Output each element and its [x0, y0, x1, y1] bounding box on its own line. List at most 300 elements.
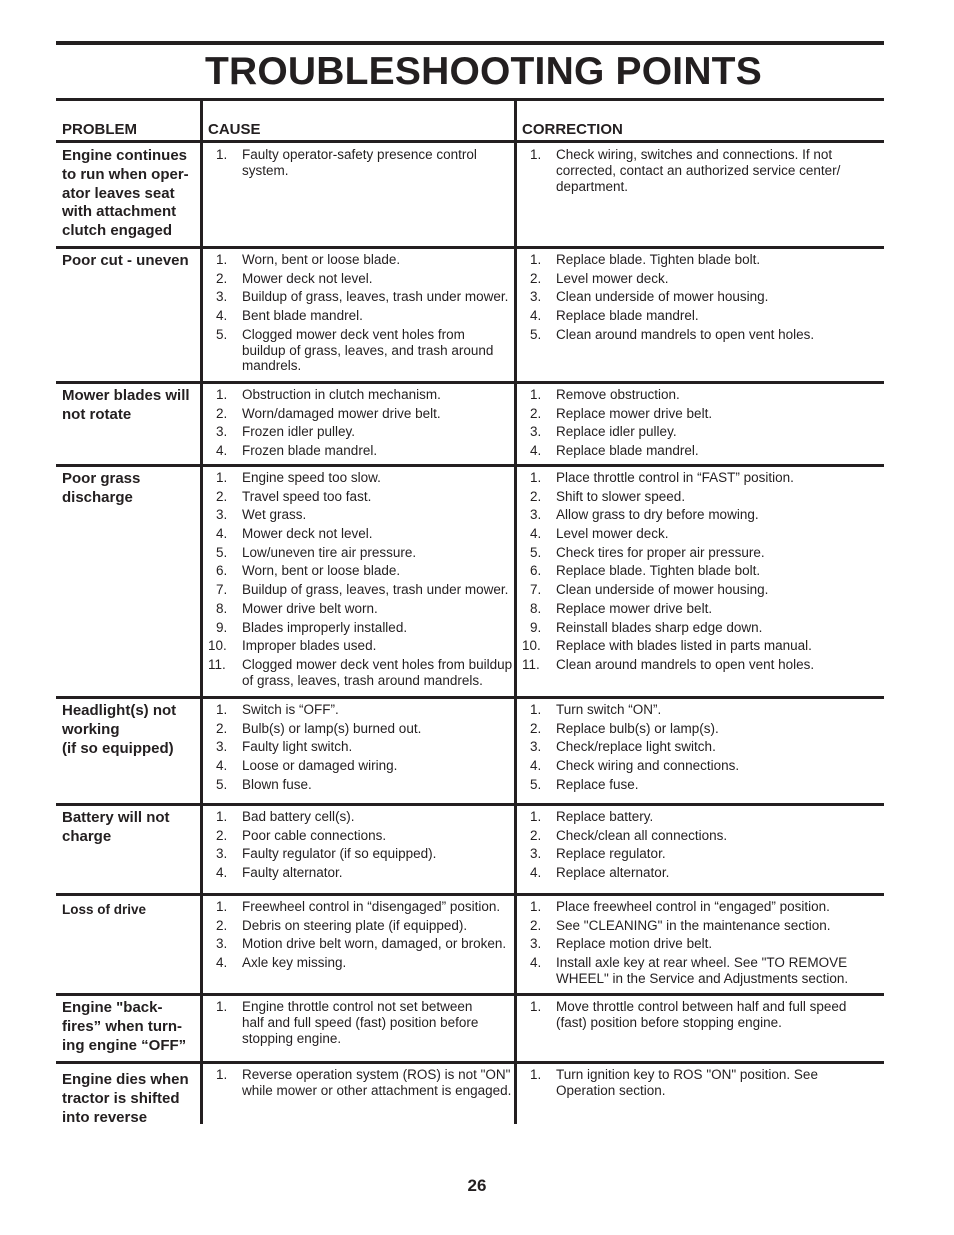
item-text [556, 828, 884, 844]
item-text [556, 526, 884, 542]
item-text [242, 582, 514, 598]
problem-text-line: Poor cut - uneven [62, 252, 189, 269]
item-text-line: Faulty light switch. [242, 739, 353, 755]
item-number: 9. [530, 619, 542, 635]
list-item [208, 777, 514, 793]
problem-cell [62, 252, 200, 271]
item-text [556, 147, 884, 194]
item-text [556, 899, 884, 915]
item-number: 10. [522, 638, 541, 654]
item-text-line: Clogged mower deck vent holes from [242, 326, 465, 342]
list-item [522, 721, 884, 737]
problem-cell [62, 147, 200, 241]
page-number: 26 [467, 1176, 487, 1195]
correction-list [522, 387, 884, 462]
item-text-line: Check wiring and connections. [556, 758, 740, 774]
item-number: 7. [216, 582, 228, 598]
cause-list [208, 147, 514, 181]
item-number: 10. [208, 638, 227, 654]
item-text [556, 936, 884, 952]
item-text [242, 620, 514, 636]
item-text-line: Replace blade mandrel. [556, 308, 699, 324]
problem-text-line: clutch engaged [62, 222, 173, 240]
item-text [556, 424, 884, 440]
list-item [522, 424, 884, 440]
item-number: 2. [530, 827, 542, 843]
list-item [522, 620, 884, 636]
list-item [208, 424, 514, 440]
item-text-line: half and full speed (fast) position before [242, 1014, 479, 1030]
cause-list [208, 702, 514, 795]
header-problem: PROBLEM [62, 121, 137, 138]
item-text [242, 470, 514, 486]
list-item [208, 327, 514, 374]
item-text-line: Shift to slower speed. [556, 488, 686, 504]
item-text-line: Check/replace light switch. [556, 739, 716, 755]
item-number: 1. [216, 470, 228, 485]
list-item [522, 308, 884, 324]
item-text-line: Replace alternator. [556, 865, 670, 881]
item-text [556, 657, 884, 673]
item-text [556, 620, 884, 636]
list-item [522, 387, 884, 403]
item-text-line: Mower drive belt worn. [242, 600, 378, 616]
item-text-line: Frozen idler pulley. [242, 424, 356, 440]
item-text [556, 563, 884, 579]
item-number: 2. [216, 488, 228, 504]
item-text-line: Clean around mandrels to open vent holes. [556, 326, 815, 342]
item-text-line: WHEEL" in the Service and Adjustments section. [556, 970, 849, 986]
item-text [242, 271, 514, 287]
item-text-line: Replace blade. Tighten blade bolt. [556, 563, 761, 579]
list-item [208, 758, 514, 774]
item-number: 1. [216, 899, 228, 914]
item-text [242, 657, 514, 689]
item-text-line: Install axle key at rear wheel. See "TO REMOVE [556, 955, 848, 971]
list-item [522, 739, 884, 755]
list-item [208, 828, 514, 844]
item-text-line: Buildup of grass, leaves, trash under mower. [242, 582, 509, 598]
item-text [242, 289, 514, 305]
problem-text-line: with attachment [62, 203, 177, 221]
item-number: 3. [216, 936, 228, 952]
item-number: 1. [530, 470, 542, 485]
item-number: 5. [216, 776, 228, 792]
item-text [242, 563, 514, 579]
list-item [522, 582, 884, 598]
item-text-line: Allow grass to dry before mowing. [556, 507, 759, 523]
item-number: 8. [216, 600, 228, 616]
item-number: 4. [216, 865, 228, 881]
item-text [242, 443, 514, 459]
item-number: 2. [530, 270, 542, 286]
item-number: 4. [530, 526, 542, 542]
item-text-line: Worn, bent or loose blade. [242, 252, 401, 267]
item-text-line: Mower deck not level. [242, 270, 373, 286]
item-text [242, 327, 514, 374]
list-item [208, 955, 514, 971]
problem-cell [62, 702, 200, 758]
row-separator [56, 993, 884, 996]
item-text [242, 739, 514, 755]
item-text-line: Bad battery cell(s). [242, 809, 355, 824]
page-title: TROUBLESHOOTING POINTS [205, 50, 762, 93]
problem-text-line: tractor is shifted [62, 1089, 180, 1107]
list-item [522, 846, 884, 862]
problem-cell [62, 809, 200, 847]
item-text [242, 721, 514, 737]
item-text-line: Clean underside of mower housing. [556, 582, 769, 598]
item-text-line: Replace bulb(s) or lamp(s). [556, 720, 719, 736]
list-item [522, 406, 884, 422]
item-text-line: Loose or damaged wiring. [242, 758, 398, 774]
item-text [556, 601, 884, 617]
list-item [522, 657, 884, 673]
item-text [556, 582, 884, 598]
item-text [556, 758, 884, 774]
item-text-line: Low/uneven tire air pressure. [242, 544, 417, 560]
list-item [208, 289, 514, 305]
item-text [242, 758, 514, 774]
top-rule [56, 41, 884, 45]
correction-list [522, 702, 884, 795]
item-text [556, 918, 884, 934]
item-text-line: Blown fuse. [242, 776, 312, 792]
item-number: 1. [530, 252, 542, 267]
item-text-line: Replace mower drive belt. [556, 600, 713, 616]
row-separator [56, 893, 884, 896]
list-item [208, 1067, 514, 1099]
item-text [556, 777, 884, 793]
list-item [522, 443, 884, 459]
item-text [556, 999, 884, 1031]
item-text-line: Switch is “OFF”. [242, 702, 339, 717]
item-number: 1. [216, 387, 228, 402]
problem-text-line: Poor grass [62, 470, 141, 487]
item-text-line: Move throttle control between half and full speed [556, 999, 847, 1014]
item-number: 1. [530, 899, 542, 914]
item-text [242, 846, 514, 862]
list-item [522, 601, 884, 617]
item-number: 6. [530, 563, 542, 579]
header-correction: CORRECTION [522, 121, 623, 138]
item-text [556, 638, 884, 654]
list-item [208, 739, 514, 755]
item-text [242, 252, 514, 268]
item-text-line: buildup of grass, leaves, and trash around [242, 342, 494, 358]
row-separator [56, 246, 884, 249]
item-text-line: Blades improperly installed. [242, 619, 408, 635]
item-text-line: Clean underside of mower housing. [556, 289, 769, 305]
item-text [242, 147, 514, 179]
item-text-line: Improper blades used. [242, 638, 377, 654]
item-text-line: Replace blade mandrel. [556, 443, 699, 459]
item-text [242, 308, 514, 324]
item-text [556, 865, 884, 881]
list-item [522, 758, 884, 774]
cause-list [208, 252, 514, 377]
list-item [522, 999, 884, 1031]
list-item [208, 387, 514, 403]
list-item [522, 545, 884, 561]
item-text-line: Check tires for proper air pressure. [556, 544, 765, 560]
list-item [208, 252, 514, 268]
list-item [208, 999, 514, 1046]
list-item [208, 308, 514, 324]
item-number: 1. [216, 999, 228, 1014]
item-text-line: Bulb(s) or lamp(s) burned out. [242, 720, 422, 736]
cause-list [208, 387, 514, 462]
item-text-line: Check wiring, switches and connections. If not [556, 147, 833, 162]
item-number: 5. [530, 776, 542, 792]
problem-text-line: ator leaves seat [62, 184, 175, 202]
item-number: 3. [530, 424, 542, 440]
item-text [556, 387, 884, 403]
list-item [522, 936, 884, 952]
item-number: 1. [530, 702, 542, 717]
item-number: 1. [530, 809, 542, 824]
item-text-line: Turn ignition key to ROS "ON" position. See [556, 1067, 818, 1082]
item-text-line: Worn/damaged mower drive belt. [242, 405, 441, 421]
item-text-line: Level mower deck. [556, 526, 669, 542]
problem-text-line: Headlight(s) not [62, 702, 177, 719]
list-item [208, 271, 514, 287]
correction-list [522, 899, 884, 990]
item-text-line: mandrels. [242, 358, 302, 374]
list-item [208, 638, 514, 654]
item-text-line: Clean around mandrels to open vent holes. [556, 656, 815, 672]
item-text [242, 601, 514, 617]
item-text [242, 702, 514, 718]
item-text [556, 809, 884, 825]
item-text [556, 507, 884, 523]
list-item [208, 702, 514, 718]
item-text [242, 507, 514, 523]
list-item [208, 846, 514, 862]
list-item [522, 702, 884, 718]
item-text-line: Poor cable connections. [242, 827, 387, 843]
list-item [208, 526, 514, 542]
item-text [242, 999, 514, 1046]
item-number: 1. [530, 147, 542, 162]
item-number: 1. [216, 702, 228, 717]
item-text-line: Turn switch “ON”. [556, 702, 662, 717]
item-number: 2. [530, 917, 542, 933]
row-separator [56, 803, 884, 806]
problem-text-line: not rotate [62, 405, 132, 423]
item-text [556, 846, 884, 862]
item-text-line: while mower or other attachment is engaged. [242, 1082, 512, 1098]
problem-cell [62, 387, 200, 425]
correction-list [522, 252, 884, 345]
item-text [242, 828, 514, 844]
item-text-line: Remove obstruction. [556, 387, 680, 402]
item-number: 2. [216, 405, 228, 421]
item-number: 11. [208, 656, 226, 672]
correction-list [522, 999, 884, 1033]
list-item [522, 271, 884, 287]
cause-list [208, 470, 514, 691]
item-number: 1. [216, 1067, 228, 1082]
header-cause: CAUSE [208, 121, 261, 138]
item-text [556, 1067, 884, 1099]
item-number: 5. [530, 544, 542, 560]
item-text [242, 387, 514, 403]
problem-cell [62, 901, 200, 920]
item-text-line: Wet grass. [242, 507, 307, 523]
list-item [208, 443, 514, 459]
list-item [522, 289, 884, 305]
list-item [208, 657, 514, 689]
item-text [242, 899, 514, 915]
item-number: 3. [530, 507, 542, 523]
problem-text-line: Engine continues [62, 147, 188, 164]
item-text-line: department. [556, 178, 629, 194]
item-text [242, 406, 514, 422]
item-text-line: corrected, contact an authorized service center/ [556, 162, 841, 178]
list-item [522, 899, 884, 915]
item-text-line: Buildup of grass, leaves, trash under mower. [242, 289, 509, 305]
item-number: 2. [216, 720, 228, 736]
list-item [522, 507, 884, 523]
problem-text-line: (if so equipped) [62, 739, 174, 757]
item-text-line: Clogged mower deck vent holes from buildup [242, 656, 513, 672]
item-number: 5. [216, 326, 228, 342]
item-number: 4. [216, 308, 228, 324]
item-number: 4. [530, 443, 542, 459]
item-number: 2. [530, 488, 542, 504]
list-item [522, 828, 884, 844]
item-text-line: system. [242, 162, 289, 178]
list-item [522, 955, 884, 987]
item-number: 1. [216, 252, 228, 267]
list-item [208, 601, 514, 617]
item-text-line: Axle key missing. [242, 955, 347, 971]
list-item [208, 563, 514, 579]
list-item [208, 406, 514, 422]
list-item [522, 470, 884, 486]
list-item [522, 563, 884, 579]
item-number: 4. [530, 758, 542, 774]
item-text-line: Debris on steering plate (if equipped). [242, 917, 468, 933]
problem-text-line: working [62, 720, 120, 738]
item-number: 1. [530, 999, 542, 1014]
list-item [522, 147, 884, 194]
list-item [522, 918, 884, 934]
item-number: 5. [530, 326, 542, 342]
problem-text-line: charge [62, 827, 112, 845]
item-text-line: Faulty operator-safety presence control [242, 147, 477, 162]
problem-cell [62, 1071, 200, 1127]
list-item [208, 489, 514, 505]
item-number: 8. [530, 600, 542, 616]
item-text-line: Replace motion drive belt. [556, 936, 713, 952]
item-number: 9. [216, 619, 228, 635]
list-item [208, 507, 514, 523]
item-text-line: Worn, bent or loose blade. [242, 563, 401, 579]
item-text [242, 777, 514, 793]
problem-text-line: Battery will not [62, 809, 170, 826]
item-number: 4. [216, 526, 228, 542]
item-number: 3. [216, 507, 228, 523]
item-number: 5. [216, 544, 228, 560]
item-text-line: (fast) position before stopping engine. [556, 1014, 782, 1030]
list-item [522, 809, 884, 825]
list-item [522, 252, 884, 268]
list-item [522, 489, 884, 505]
row-separator [56, 696, 884, 699]
item-text-line: Faulty alternator. [242, 865, 343, 881]
item-text [242, 809, 514, 825]
problem-text-line: ing engine “OFF” [62, 1036, 187, 1054]
item-number: 2. [216, 917, 228, 933]
cause-list [208, 809, 514, 884]
item-number: 1. [530, 1067, 542, 1082]
correction-list [522, 147, 884, 197]
item-text [556, 545, 884, 561]
item-text-line: Obstruction in clutch mechanism. [242, 387, 441, 402]
item-number: 4. [530, 955, 542, 971]
item-number: 2. [530, 405, 542, 421]
item-text-line: Faulty regulator (if so equipped). [242, 846, 437, 862]
item-text [556, 271, 884, 287]
list-item [522, 777, 884, 793]
item-text-line: Place throttle control in “FAST” position. [556, 470, 794, 485]
correction-list [522, 1067, 884, 1101]
list-item [208, 147, 514, 179]
item-text-line: of grass, leaves, trash around mandrels. [242, 672, 483, 688]
item-text [556, 252, 884, 268]
item-number: 4. [216, 955, 228, 971]
item-number: 1. [216, 147, 228, 162]
item-number: 4. [530, 865, 542, 881]
list-item [208, 582, 514, 598]
item-number: 3. [216, 424, 228, 440]
list-item [208, 936, 514, 952]
cause-list [208, 899, 514, 974]
column-divider-cause [200, 101, 203, 1124]
cause-list [208, 1067, 514, 1101]
item-number: 2. [530, 720, 542, 736]
item-text-line: Motion drive belt worn, damaged, or broken. [242, 936, 507, 952]
correction-list [522, 470, 884, 676]
header-rule [56, 140, 884, 143]
item-text [556, 406, 884, 422]
item-text [242, 424, 514, 440]
item-number: 2. [216, 270, 228, 286]
item-number: 7. [530, 582, 542, 598]
item-text [556, 443, 884, 459]
item-text-line: Level mower deck. [556, 270, 669, 286]
item-text-line: Place freewheel control in “engaged” position. [556, 899, 830, 914]
item-text [242, 918, 514, 934]
item-number: 11. [522, 656, 540, 672]
item-text [556, 289, 884, 305]
problem-text-line: fires” when turn- [62, 1017, 183, 1035]
correction-list [522, 809, 884, 884]
item-number: 3. [216, 846, 228, 862]
list-item [208, 470, 514, 486]
item-text-line: Replace fuse. [556, 776, 639, 792]
title-rule [56, 98, 884, 101]
list-item [208, 865, 514, 881]
row-separator [56, 381, 884, 384]
item-text-line: See "CLEANING" in the maintenance section. [556, 917, 831, 933]
problem-cell [62, 999, 200, 1055]
item-number: 1. [216, 809, 228, 824]
item-number: 3. [216, 289, 228, 305]
item-text-line: Operation section. [556, 1082, 666, 1098]
